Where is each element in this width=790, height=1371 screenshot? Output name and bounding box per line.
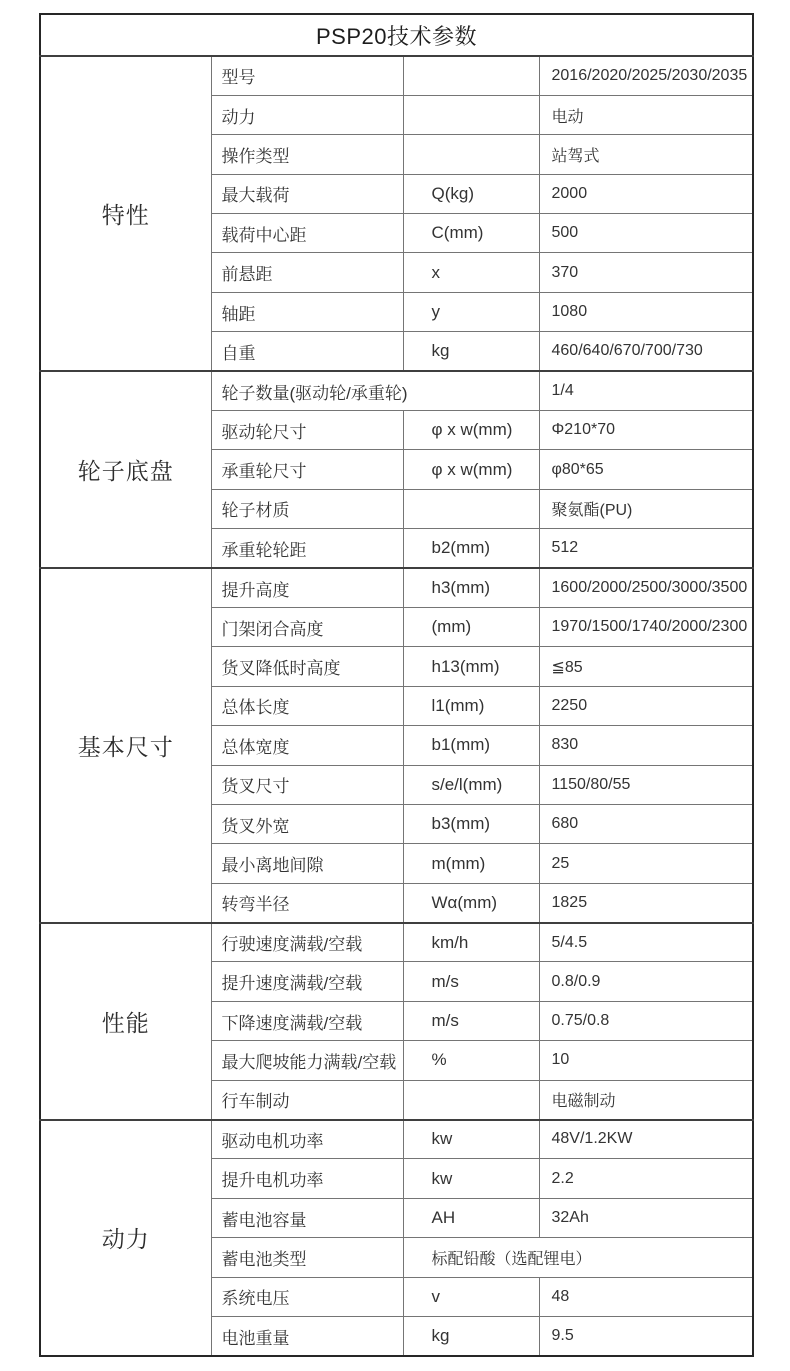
spec-symbol-cell: b1(mm): [403, 726, 539, 765]
spec-label-cell: 驱动电机功率: [211, 1120, 403, 1159]
spec-symbol-cell: m/s: [403, 1001, 539, 1040]
spec-table: [39, 13, 754, 1357]
spec-symbol-cell: C(mm): [403, 214, 539, 253]
spec-symbol-cell: km/h: [403, 923, 539, 962]
spec-symbol-cell: v: [403, 1277, 539, 1316]
spec-label-cell: 行驶速度满载/空载: [211, 923, 403, 962]
section-group-cell: 基本尺寸: [40, 568, 211, 923]
spec-value-cell: 2016/2020/2025/2030/2035: [539, 56, 753, 95]
spec-symbol-cell: s/e/l(mm): [403, 765, 539, 804]
spec-value-cell: 10: [539, 1041, 753, 1080]
spec-symbol-cell: kw: [403, 1120, 539, 1159]
spec-symbol-cell: kw: [403, 1159, 539, 1198]
spec-value-cell: 标配铅酸（选配锂电）: [403, 1238, 753, 1277]
spec-label-cell: 驱动轮尺寸: [211, 411, 403, 450]
spec-value-cell: 500: [539, 214, 753, 253]
spec-row: [40, 371, 753, 410]
spec-value-cell: 电动: [539, 95, 753, 134]
spec-label-cell: 电池重量: [211, 1317, 403, 1357]
spec-symbol-cell: Wα(mm): [403, 883, 539, 922]
spec-symbol-cell: [403, 135, 539, 174]
spec-label-cell: 承重轮尺寸: [211, 450, 403, 489]
spec-value-cell: 0.8/0.9: [539, 962, 753, 1001]
spec-label-cell: 自重: [211, 332, 403, 371]
title-row: [40, 14, 753, 56]
spec-symbol-cell: h3(mm): [403, 568, 539, 607]
spec-label-cell: 门架闭合高度: [211, 607, 403, 646]
spec-value-cell: 0.75/0.8: [539, 1001, 753, 1040]
spec-value-cell: φ80*65: [539, 450, 753, 489]
spec-symbol-cell: (mm): [403, 607, 539, 646]
spec-label-cell: 下降速度满载/空载: [211, 1001, 403, 1040]
spec-symbol-cell: b3(mm): [403, 804, 539, 843]
spec-symbol-cell: kg: [403, 332, 539, 371]
spec-table-body: [40, 14, 753, 1356]
spec-label-cell: 提升速度满载/空载: [211, 962, 403, 1001]
spec-symbol-cell: Q(kg): [403, 174, 539, 213]
spec-symbol-cell: x: [403, 253, 539, 292]
spec-row: [40, 923, 753, 962]
spec-label-cell: 行车制动: [211, 1080, 403, 1119]
spec-label-cell: 总体宽度: [211, 726, 403, 765]
spec-value-cell: 9.5: [539, 1317, 753, 1357]
spec-value-cell: 1150/80/55: [539, 765, 753, 804]
spec-symbol-cell: l1(mm): [403, 686, 539, 725]
spec-label-cell: 系统电压: [211, 1277, 403, 1316]
spec-value-cell: 2250: [539, 686, 753, 725]
spec-label-cell: 提升电机功率: [211, 1159, 403, 1198]
spec-symbol-cell: y: [403, 292, 539, 331]
spec-value-cell: 1825: [539, 883, 753, 922]
spec-symbol-cell: [403, 56, 539, 95]
spec-label-cell: 蓄电池容量: [211, 1198, 403, 1237]
spec-value-cell: 32Ah: [539, 1198, 753, 1237]
table-title: PSP20技术参数: [40, 14, 753, 56]
spec-symbol-cell: m(mm): [403, 844, 539, 883]
spec-value-cell: 1970/1500/1740/2000/2300: [539, 607, 753, 646]
spec-label-cell: 轴距: [211, 292, 403, 331]
spec-value-cell: 5/4.5: [539, 923, 753, 962]
spec-label-cell: 载荷中心距: [211, 214, 403, 253]
spec-value-cell: 25: [539, 844, 753, 883]
spec-value-cell: 512: [539, 529, 753, 568]
spec-value-cell: 1080: [539, 292, 753, 331]
spec-symbol-cell: [403, 95, 539, 134]
spec-value-cell: 1600/2000/2500/3000/3500: [539, 568, 753, 607]
spec-symbol-cell: kg: [403, 1317, 539, 1357]
spec-value-cell: 370: [539, 253, 753, 292]
spec-symbol-cell: φ x w(mm): [403, 450, 539, 489]
spec-value-cell: 电磁制动: [539, 1080, 753, 1119]
spec-label-cell: 货叉尺寸: [211, 765, 403, 804]
spec-label-cell: 货叉降低时高度: [211, 647, 403, 686]
spec-label-cell: 转弯半径: [211, 883, 403, 922]
spec-label-cell: 承重轮轮距: [211, 529, 403, 568]
section-group-cell: 动力: [40, 1120, 211, 1356]
spec-symbol-cell: AH: [403, 1198, 539, 1237]
spec-label-cell: 操作类型: [211, 135, 403, 174]
spec-value-cell: 2000: [539, 174, 753, 213]
section-group-cell: 轮子底盘: [40, 371, 211, 568]
spec-symbol-cell: h13(mm): [403, 647, 539, 686]
spec-symbol-cell: [403, 1080, 539, 1119]
spec-label-cell: 型号: [211, 56, 403, 95]
section-group-cell: 特性: [40, 56, 211, 371]
spec-value-cell: Φ210*70: [539, 411, 753, 450]
spec-value-cell: 2.2: [539, 1159, 753, 1198]
spec-value-cell: 48: [539, 1277, 753, 1316]
spec-symbol-cell: m/s: [403, 962, 539, 1001]
spec-label-cell: 提升高度: [211, 568, 403, 607]
spec-value-cell: 460/640/670/700/730: [539, 332, 753, 371]
spec-label-cell: 动力: [211, 95, 403, 134]
spec-label-cell: 前悬距: [211, 253, 403, 292]
spec-value-cell: 站驾式: [539, 135, 753, 174]
spec-label-cell: 最大爬坡能力满载/空载: [211, 1041, 403, 1080]
spec-row: [40, 56, 753, 95]
spec-value-cell: 聚氨酯(PU): [539, 489, 753, 528]
spec-value-cell: 830: [539, 726, 753, 765]
spec-symbol-cell: b2(mm): [403, 529, 539, 568]
spec-value-cell: 1/4: [539, 371, 753, 410]
spec-label-cell: 最大载荷: [211, 174, 403, 213]
spec-label-cell: 轮子数量(驱动轮/承重轮): [211, 371, 539, 410]
spec-label-cell: 货叉外宽: [211, 804, 403, 843]
spec-label-cell: 轮子材质: [211, 489, 403, 528]
spec-value-cell: 48V/1.2KW: [539, 1120, 753, 1159]
spec-label-cell: 总体长度: [211, 686, 403, 725]
spec-symbol-cell: %: [403, 1041, 539, 1080]
section-group-cell: 性能: [40, 923, 211, 1120]
spec-row: [40, 1120, 753, 1159]
spec-value-cell: ≦85: [539, 647, 753, 686]
spec-symbol-cell: φ x w(mm): [403, 411, 539, 450]
spec-label-cell: 最小离地间隙: [211, 844, 403, 883]
spec-value-cell: 680: [539, 804, 753, 843]
spec-row: [40, 568, 753, 607]
spec-symbol-cell: [403, 489, 539, 528]
spec-label-cell: 蓄电池类型: [211, 1238, 403, 1277]
